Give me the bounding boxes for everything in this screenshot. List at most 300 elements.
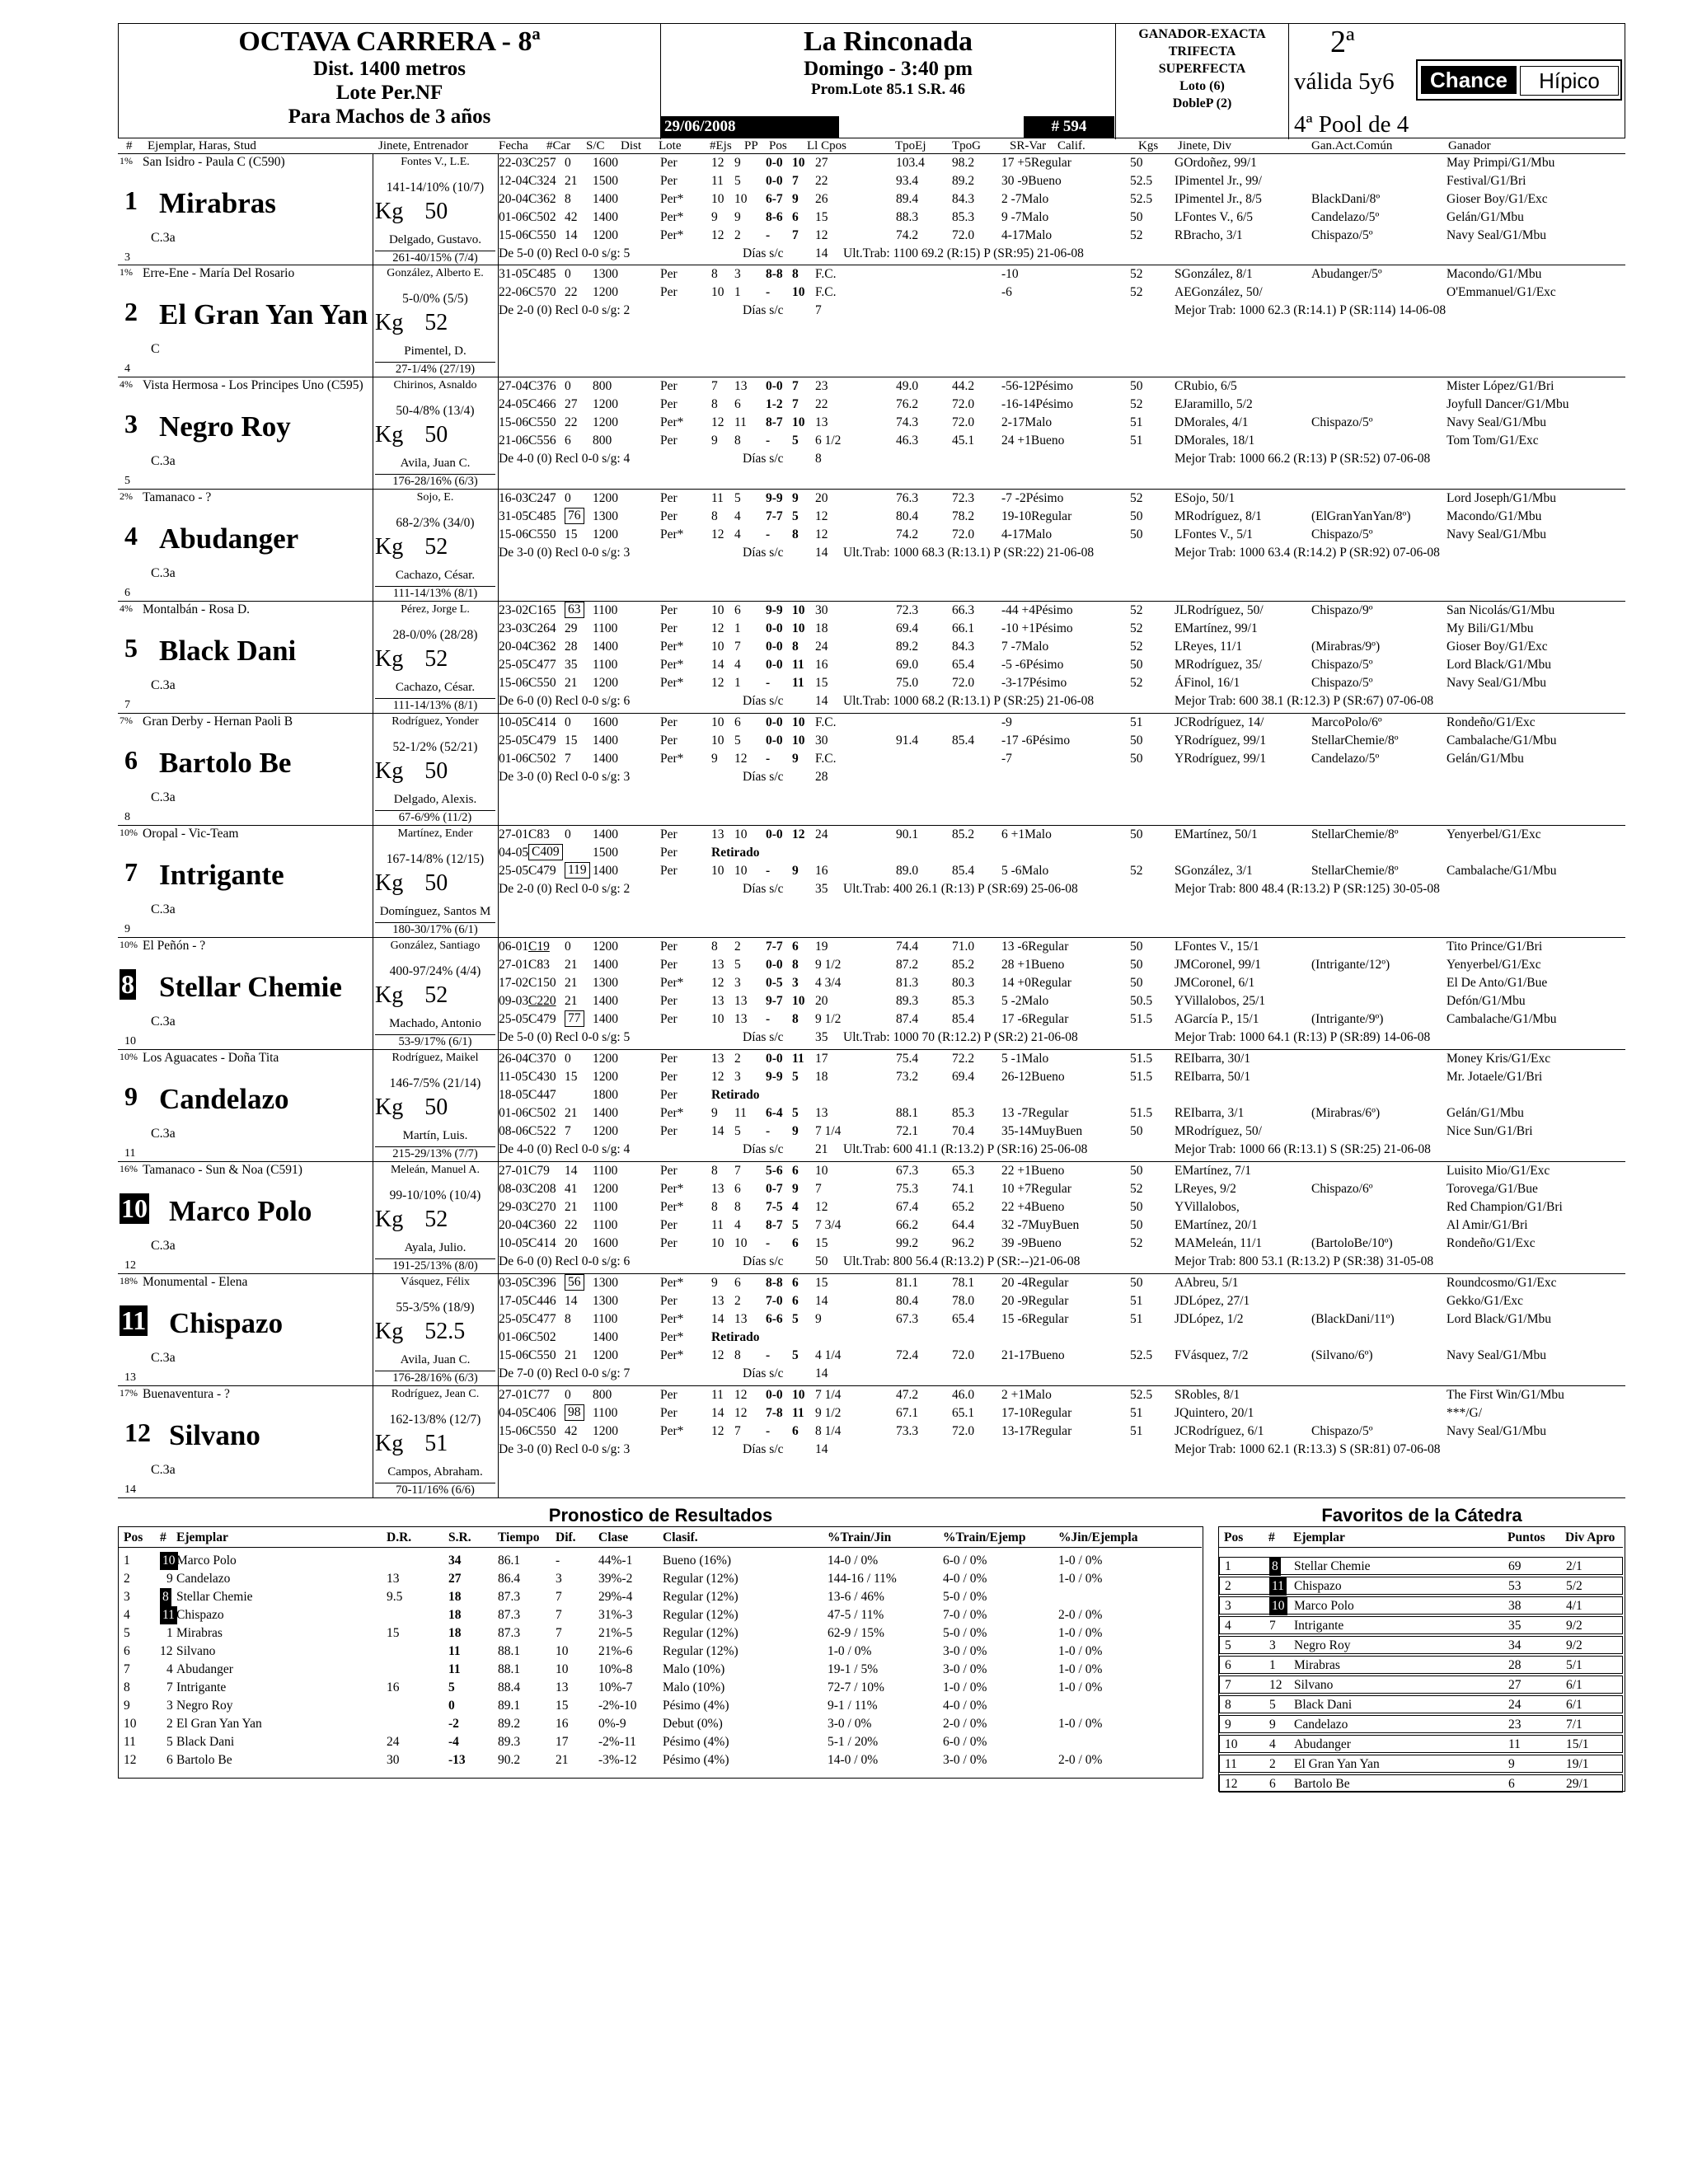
trainer-stats: 215-29/13% (7/7): [375, 1146, 495, 1161]
race-day-time: Domingo - 3:40 pm: [804, 58, 973, 80]
line-tg: 85.2: [952, 827, 975, 841]
bet-doblep: DobleP (2): [1172, 96, 1232, 110]
horse-class: C.3a: [151, 231, 176, 245]
trainer-stats: 176-28/16% (6/3): [375, 1371, 495, 1385]
past-performances: [499, 154, 1624, 265]
prono-cell: 144-16 / 11%: [828, 1572, 897, 1586]
jockey-name: Meleán, Manuel A.: [390, 1164, 481, 1176]
line-pos: 6-6: [766, 1312, 783, 1326]
horse-name[interactable]: Intrigante: [159, 859, 284, 891]
line-d: 800: [593, 434, 612, 448]
line-d: 1400: [593, 752, 618, 766]
line-ll: 10: [792, 1388, 805, 1402]
line-f: 15-06: [499, 1348, 529, 1362]
horse-stud: San Isidro - Paula C (C590): [143, 155, 285, 169]
race-line: [499, 490, 1624, 508]
trainer-stats: 191-25/13% (8/0): [375, 1258, 495, 1273]
record-summary: De 4-0 (0) Recl 0-0 s/g: 4: [499, 452, 631, 466]
line-ll: 7: [792, 228, 799, 242]
prono-cell: 3-0 / 0%: [828, 1717, 872, 1731]
line-f: 15-06: [499, 676, 529, 690]
prono-cell: 15: [387, 1626, 400, 1640]
prono-cell: 1-0 / 0%: [1058, 1572, 1103, 1586]
line-te: 81.1: [896, 1276, 919, 1290]
line-kgs: 51.5: [1130, 1012, 1153, 1026]
prono-row: [119, 1588, 1202, 1606]
horse-stud: Buenaventura - ?: [143, 1387, 230, 1401]
line-e: 8: [711, 940, 718, 954]
line-jd: LReyes, 9/2: [1175, 1182, 1236, 1196]
race-line: [499, 974, 1624, 992]
line-g: Yenyerbel/G1/Exc: [1447, 827, 1541, 841]
prono-cell: 88.1: [498, 1662, 521, 1676]
win-percent: 2%: [120, 490, 133, 502]
horse-name[interactable]: Stellar Chemie: [159, 971, 342, 1003]
workout: Ult.Trab: 800 56.4 (R:13.2) P (SR:--)21-06-08: [843, 1254, 1081, 1268]
past-performances: [499, 714, 1624, 825]
prono-cell: 88.4: [498, 1680, 521, 1694]
horse-stud: Erre-Ene - María Del Rosario: [143, 266, 295, 280]
past-performances: [499, 938, 1624, 1049]
fav-col: Div Apro: [1565, 1530, 1615, 1544]
prono-cell: 8: [160, 1588, 171, 1606]
line-jd: RBracho, 3/1: [1175, 228, 1243, 242]
line-jd: MRodríguez, 50/: [1175, 1124, 1262, 1138]
post-position: 5: [124, 475, 130, 487]
line-d: 800: [593, 379, 612, 393]
line-sr: 22 +4Bueno: [1001, 1200, 1065, 1214]
line-pos: 7-8: [766, 1406, 783, 1420]
line-g: Defón/G1/Mbu: [1447, 994, 1526, 1008]
line-e: 8: [711, 509, 718, 523]
best-workout: Mejor Trab: 1000 66 (R:13.1) S (SR:25) 21-06-08: [1175, 1142, 1431, 1156]
win-percent: 10%: [120, 939, 138, 950]
line-g: Red Champion/G1/Bri: [1447, 1200, 1563, 1214]
fav-cell: 15/1: [1566, 1737, 1589, 1751]
fav-cell: 5: [1269, 1698, 1276, 1712]
line-te: 90.1: [896, 827, 919, 841]
line-f: 25-05: [499, 864, 529, 878]
fav-cell: 8: [1269, 1558, 1281, 1576]
fav-cell: Silvano: [1294, 1678, 1334, 1692]
line-te: 73.2: [896, 1070, 919, 1084]
column-header: [118, 138, 1625, 153]
line-gc: (BartoloBe/10º): [1311, 1236, 1393, 1250]
line-e: 8: [711, 1200, 718, 1214]
line-tg: 89.2: [952, 174, 975, 188]
line-l: Per*: [660, 527, 684, 541]
col-ejs: #Ejs: [710, 139, 732, 152]
line-sc: 15: [565, 1070, 578, 1084]
col-pos: Pos: [769, 139, 787, 152]
prono-cell: 1-0 / 0%: [1058, 1554, 1103, 1568]
line-d: 1300: [593, 267, 618, 281]
line-tg: 69.4: [952, 1070, 975, 1084]
fav-cell: 11: [1225, 1757, 1237, 1771]
jockey-name: Fontes V., L.E.: [401, 156, 470, 168]
prono-cell: 5: [166, 1735, 173, 1749]
line-sr: -5 -6Pésimo: [1001, 658, 1064, 672]
line-cp: F.C.: [815, 752, 837, 766]
line-sc: 29: [565, 621, 578, 635]
horse-name-box: [118, 714, 373, 825]
line-tg: 45.1: [952, 434, 975, 448]
line-sc: 0: [565, 1388, 571, 1402]
pronostico-title: Pronostico de Resultados: [548, 1505, 773, 1526]
line-sr: 19-10Regular: [1001, 509, 1072, 523]
horse-block: [118, 490, 1625, 602]
col-tpog: TpoG: [952, 139, 981, 152]
prono-cell: 11: [160, 1606, 177, 1624]
line-jd: AAbreu, 5/1: [1175, 1276, 1239, 1290]
race-line: [499, 732, 1624, 750]
line-sr: 7 -7Malo: [1001, 640, 1049, 654]
trainer-name: Avila, Juan C.: [400, 1353, 471, 1366]
line-pos: 7-0: [766, 1294, 783, 1308]
prono-cell: Debut (0%): [663, 1717, 723, 1731]
post-position: 6: [124, 587, 130, 599]
line-d: 1100: [593, 1200, 618, 1214]
trainer-name: Campos, Abraham.: [387, 1465, 483, 1479]
fav-cell: Intrigante: [1294, 1619, 1344, 1633]
line-te: 69.0: [896, 658, 919, 672]
line-te: 72.3: [896, 603, 919, 617]
line-gc: Chispazo/6º: [1311, 1182, 1373, 1196]
prono-cell: 5: [448, 1680, 455, 1694]
line-l: Per: [660, 1294, 678, 1308]
horse-name[interactable]: Marco Polo: [169, 1195, 312, 1227]
line-sr: 20 -9Regular: [1001, 1294, 1069, 1308]
horse-block: [118, 1050, 1625, 1162]
line-cp: 20: [815, 994, 828, 1008]
win-percent: 1%: [120, 266, 133, 278]
line-gc: MarcoPolo/6º: [1311, 715, 1382, 729]
line-pos: -: [766, 285, 771, 299]
prono-cell: 62-9 / 15%: [828, 1626, 884, 1640]
line-l: Per*: [660, 415, 684, 429]
line-c: C270: [528, 1200, 556, 1214]
line-c: C165: [528, 603, 556, 617]
fav-cell: Mirabras: [1294, 1658, 1340, 1672]
prono-cell: 13: [387, 1572, 400, 1586]
line-g: Macondo/G1/Mbu: [1447, 509, 1542, 523]
line-tg: 84.3: [952, 192, 975, 206]
line-g: Gioser Boy/G1/Exc: [1447, 192, 1548, 206]
line-cp: 14: [815, 1294, 828, 1308]
line-c: C466: [528, 397, 556, 411]
program-number: 9: [124, 1081, 138, 1111]
line-ll: 9: [792, 192, 799, 206]
line-tg: 72.0: [952, 415, 975, 429]
horse-name[interactable]: Bartolo Be: [159, 747, 292, 779]
favoritos-header: [1219, 1529, 1623, 1548]
line-jd: EMartínez, 7/1: [1175, 1164, 1251, 1178]
prono-cell: Malo (10%): [663, 1680, 725, 1694]
win-percent: 10%: [120, 827, 138, 838]
line-pp: 9: [734, 156, 741, 170]
line-pp: 10: [734, 864, 748, 878]
fav-cell: 35: [1508, 1619, 1522, 1633]
horse-block: [118, 714, 1625, 826]
line-e: 12: [711, 621, 724, 635]
line-g: Joyfull Dancer/G1/Mbu: [1447, 397, 1569, 411]
line-kgs: 50: [1130, 156, 1143, 170]
line-gc: StellarChemie/8º: [1311, 864, 1399, 878]
line-tg: 72.0: [952, 1348, 975, 1362]
dias-label: Días s/c: [743, 1366, 784, 1380]
line-pp: 5: [734, 958, 741, 972]
line-c: C324: [528, 174, 556, 188]
line-cp: 27: [815, 156, 828, 170]
line-l: Per: [660, 1052, 678, 1066]
line-tg: 65.4: [952, 658, 975, 672]
line-te: 75.0: [896, 676, 919, 690]
logo-chance: Chance: [1421, 66, 1517, 94]
prono-cell: 1: [124, 1554, 130, 1568]
line-g: Mister López/G1/Bri: [1447, 379, 1554, 393]
fav-cell: 69: [1508, 1559, 1522, 1573]
line-gc: Chispazo/5º: [1311, 658, 1373, 672]
horse-class: C.3a: [151, 454, 176, 468]
line-tg: 44.2: [952, 379, 975, 393]
fav-cell: 2: [1225, 1579, 1231, 1593]
horse-name[interactable]: Abudanger: [159, 523, 299, 555]
line-e: 12: [711, 228, 724, 242]
fav-cell: 9: [1269, 1718, 1276, 1732]
line-kgs: 51.5: [1130, 1106, 1153, 1120]
prono-cell: 18: [448, 1590, 462, 1604]
line-cp: 12: [815, 1200, 828, 1214]
race-distance: Dist. 1400 metros: [313, 58, 466, 80]
line-l: Per*: [660, 1330, 684, 1344]
line-c: C83: [528, 827, 550, 841]
bet-ganador-exacta: GANADOR-EXACTA: [1138, 27, 1266, 41]
line-kgs: 50: [1130, 210, 1143, 224]
horse-name[interactable]: Black Dani: [159, 635, 297, 667]
line-sr: 28 +1Bueno: [1001, 958, 1065, 972]
line-g: Navy Seal/G1/Mbu: [1447, 1348, 1546, 1362]
line-sr: 26-12Bueno: [1001, 1070, 1065, 1084]
horse-name-box: [118, 1162, 373, 1273]
line-jd: SGonzález, 3/1: [1175, 864, 1253, 878]
horse-class: C.3a: [151, 790, 176, 804]
trainer-stats: 111-14/13% (8/1): [375, 586, 495, 601]
dias-value: 21: [815, 1142, 828, 1156]
horse-name[interactable]: Candelazo: [159, 1083, 289, 1115]
past-performances: [499, 377, 1624, 489]
fav-cell: 1: [1225, 1559, 1231, 1573]
line-f: 25-05: [499, 1012, 529, 1026]
line-pp: 8: [734, 1348, 741, 1362]
line-tg: 72.0: [952, 676, 975, 690]
line-ll: 8: [792, 1012, 799, 1026]
line-cp: F.C.: [815, 715, 837, 729]
line-l: Per: [660, 864, 678, 878]
race-line: [499, 284, 1624, 302]
line-gc: Chispazo/9º: [1311, 603, 1373, 617]
horse-name[interactable]: El Gran Yan Yan: [159, 298, 368, 330]
line-g: Gioser Boy/G1/Exc: [1447, 640, 1548, 654]
prono-cell: 6: [124, 1644, 130, 1658]
line-cp: 12: [815, 527, 828, 541]
line-cp: 20: [815, 491, 828, 505]
line-pp: 13: [734, 994, 748, 1008]
line-c: C406: [528, 1406, 556, 1420]
prono-cell: 4: [166, 1662, 173, 1676]
line-ll: 11: [792, 676, 804, 690]
line-f: 18-05: [499, 1088, 529, 1102]
line-jd: JDLópez, 27/1: [1175, 1294, 1250, 1308]
line-l: Per*: [660, 1348, 684, 1362]
prono-cell: 2-0 / 0%: [1058, 1608, 1103, 1622]
line-gc: Chispazo/5º: [1311, 415, 1373, 429]
horse-block: [118, 826, 1625, 938]
line-jd: FVásquez, 7/2: [1175, 1348, 1249, 1362]
horse-block: [118, 1274, 1625, 1386]
prono-cell: 90.2: [498, 1753, 521, 1767]
line-kgs: 50: [1130, 733, 1143, 748]
fav-cell: 6: [1508, 1777, 1515, 1791]
weight: Kg 52.5: [375, 1319, 466, 1344]
line-sc: 21: [565, 174, 578, 188]
line-l: Per: [660, 174, 678, 188]
prono-cell: 9: [124, 1699, 130, 1713]
trainer-name: Avila, Juan C.: [400, 457, 471, 470]
prono-cell: 18: [448, 1608, 462, 1622]
race-line: [499, 190, 1624, 209]
horse-block: [118, 1386, 1625, 1498]
fav-col: Puntos: [1507, 1530, 1545, 1544]
dias-label: Días s/c: [743, 546, 784, 560]
race-line: [499, 508, 1624, 526]
line-jd: YVillalobos, 25/1: [1175, 994, 1266, 1008]
horse-name-box: [118, 1274, 373, 1385]
line-tg: 65.4: [952, 1312, 975, 1326]
fav-cell: Chispazo: [1294, 1579, 1342, 1593]
line-f: 11-05: [499, 1070, 528, 1084]
line-g: My Bili/G1/Mbu: [1447, 621, 1534, 635]
post-position: 10: [124, 1035, 136, 1047]
footer-line: [499, 1029, 1624, 1047]
past-performances: [499, 602, 1624, 713]
line-cp: 10: [815, 1164, 828, 1178]
line-pp: 12: [734, 752, 748, 766]
line-pos: 0-0: [766, 174, 783, 188]
line-jd: EJaramillo, 5/2: [1175, 397, 1253, 411]
race-line: [499, 526, 1624, 544]
line-ll: 5: [792, 1106, 799, 1120]
prono-cell: 11: [448, 1644, 461, 1658]
line-f: 29-03: [499, 1200, 529, 1214]
line-pp: 12: [734, 1388, 748, 1402]
prono-cell: 7-0 / 0%: [943, 1608, 987, 1622]
line-e: 8: [711, 1164, 718, 1178]
line-l: Per: [660, 846, 678, 860]
trainer-stats: 176-28/16% (6/3): [375, 474, 495, 489]
line-sc: 63: [565, 602, 584, 618]
race-line: [499, 1329, 1624, 1347]
line-cp: 16: [815, 658, 828, 672]
line-sc: 8: [565, 1312, 571, 1326]
prono-cell: 89.2: [498, 1717, 521, 1731]
race-line: [499, 1386, 1624, 1404]
record-summary: De 4-0 (0) Recl 0-0 s/g: 4: [499, 1142, 631, 1156]
line-ll: 6: [792, 1424, 799, 1438]
line-e: 10: [711, 733, 724, 748]
win-percent: 7%: [120, 715, 133, 726]
fav-col: Pos: [1224, 1530, 1244, 1544]
col-calif: Calif.: [1057, 139, 1085, 152]
win-percent: 16%: [120, 1163, 138, 1174]
line-te: 89.4: [896, 192, 919, 206]
line-tg: 85.3: [952, 1106, 975, 1120]
horse-name[interactable]: Negro Roy: [159, 410, 291, 443]
line-l: Per*: [660, 192, 684, 206]
line-cp: 9 1/2: [815, 1012, 842, 1026]
race-line: [499, 992, 1624, 1010]
col-ganador: Ganador: [1448, 139, 1491, 152]
line-cp: 30: [815, 733, 828, 748]
line-e: 10: [711, 1012, 724, 1026]
line-sc: 21: [565, 958, 578, 972]
col-jinete-div: Jinete, Div: [1178, 139, 1231, 152]
horse-name-box: [118, 154, 373, 265]
line-sr: 13 -6Regular: [1001, 940, 1069, 954]
fav-cell: El Gran Yan Yan: [1294, 1757, 1380, 1771]
line-sc: 22: [565, 285, 578, 299]
line-tg: 64.4: [952, 1218, 975, 1232]
dias-value: 7: [815, 303, 822, 317]
race-line: [499, 956, 1624, 974]
fav-cell: 9: [1225, 1718, 1231, 1732]
horse-name[interactable]: Silvano: [169, 1419, 260, 1451]
race-line: [499, 1216, 1624, 1235]
line-sr: 39 -9Bueno: [1001, 1236, 1062, 1250]
line-pos: -: [766, 1124, 771, 1138]
prono-cell: 89.3: [498, 1735, 521, 1749]
fav-cell: Black Dani: [1294, 1698, 1353, 1712]
line-l: Per: [660, 603, 678, 617]
line-gc: (Silvano/6º): [1311, 1348, 1373, 1362]
line-sc: 20: [565, 1236, 578, 1250]
line-c: C570: [528, 285, 556, 299]
post-position: 12: [124, 1259, 136, 1272]
fav-cell: 5/1: [1566, 1658, 1582, 1672]
bet-types: [1116, 24, 1289, 139]
horse-name-box: [118, 490, 373, 601]
line-jd: MRodríguez, 8/1: [1175, 509, 1262, 523]
horse-name[interactable]: Chispazo: [169, 1307, 284, 1339]
line-te: 49.0: [896, 379, 919, 393]
line-pos: -: [766, 228, 771, 242]
line-retirado: Retirado: [711, 846, 760, 860]
line-d: 1400: [593, 192, 618, 206]
line-kgs: 52: [1130, 621, 1143, 635]
line-sr: -16-14Pésimo: [1001, 397, 1073, 411]
horse-name[interactable]: Mirabras: [159, 187, 276, 219]
weight: Kg 50: [375, 422, 448, 448]
prono-cell: Intrigante: [176, 1680, 227, 1694]
prono-cell: Marco Polo: [176, 1554, 237, 1568]
footer-line: [499, 544, 1624, 562]
post-position: 13: [124, 1371, 136, 1384]
line-pp: 13: [734, 1312, 748, 1326]
line-e: 13: [711, 1052, 724, 1066]
line-pos: 0-7: [766, 1182, 783, 1196]
line-g: Nice Sun/G1/Bri: [1447, 1124, 1533, 1138]
jockey-trainer: [373, 1274, 497, 1385]
race-line: [499, 826, 1624, 844]
